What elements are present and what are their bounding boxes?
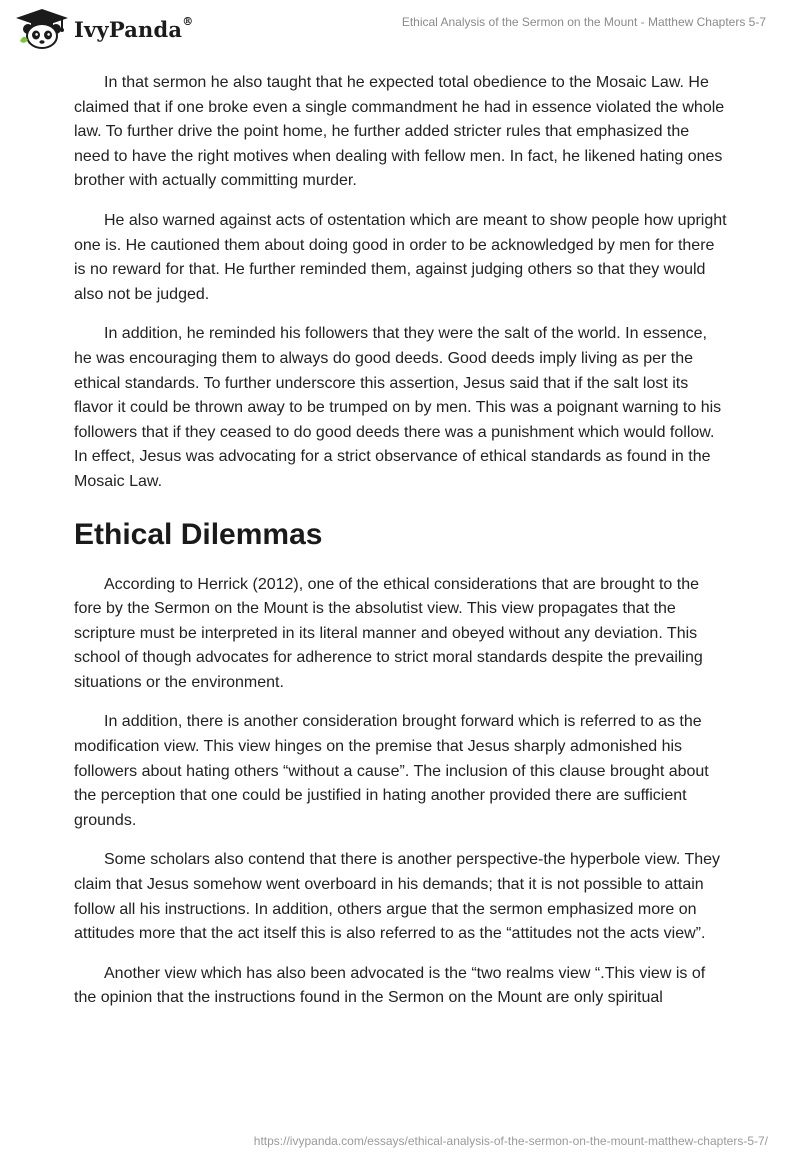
paragraph-modification-view: In addition, there is another consideration brought forward which is referred to as the modification view. This view hinges on the premise that Jesus sharply admonished his followers about hating others “without a cause”. The inclusion of this clause brought about the perception that one could be justified in hating another provided there are sufficient grounds. bbox=[74, 713, 709, 829]
logo-wordmark bbox=[74, 14, 194, 42]
paragraph-hyperbole-view: Some scholars also contend that there is another perspective-the hyperbole view. They claim that Jesus somehow went overboard in his demands; that it is not possible to attain follow all his instructions. In addition, others argue that the sermon emphasized more on attitudes more that the act itself this is also referred to as the “attitudes not the acts view”. bbox=[74, 851, 721, 943]
essay-body bbox=[74, 71, 728, 1026]
page-header bbox=[0, 0, 800, 70]
panda-graduate-icon bbox=[14, 7, 70, 49]
paragraph-ostentation: He also warned against acts of ostentation which are meant to show people how upright one is. He cautioned them about doing good in order to be acknowledged by men for there is no reward for that. He further reminded them, against judging others so that they would also not be judged. bbox=[74, 211, 727, 303]
paragraph-mosaic-law: In that sermon he also taught that he expected total obedience to the Mosaic Law. He claimed that if one broke even a single commandment he had in essence violated the whole law. To further drive the point home, he further added stricter rules that emphasized the need to have the right motives when dealing with fellow men. In fact, he likened hating ones brother with actually committing murder. bbox=[74, 74, 725, 190]
paragraph-absolutist-view: According to Herrick (2012), one of the ethical considerations that are brought to the fore by the Sermon on the Mount is the absolutist view. This view propagates that the scripture must be interpreted in its literal manner and obeyed without any deviation. This school of though advocates for adherence to strict moral standards despite the prevailing situations or the environment. bbox=[74, 575, 703, 691]
document-title: Ethical Analysis of the Sermon on the Mount - Matthew Chapters 5-7 bbox=[401, 15, 766, 29]
ivypanda-logo[interactable] bbox=[14, 7, 193, 49]
logo-registered-mark: ® bbox=[182, 14, 194, 28]
source-url[interactable]: https://ivypanda.com/essays/ethical-analysis-of-the-sermon-on-the-mount-matthew-chapters-5-7/ bbox=[253, 1134, 768, 1148]
section-heading: Ethical Dilemmas bbox=[74, 517, 323, 551]
paragraph-two-realms-view: Another view which has also been advocated is the “two realms view “.This view is of the opinion that the instructions found in the Sermon on the Mount are only spiritual bbox=[74, 964, 706, 1007]
logo-text: IvyPanda bbox=[74, 16, 183, 42]
paragraph-salt-of-world: In addition, he reminded his followers that they were the salt of the world. In essence, he was encouraging them to always do good deeds. Good deeds imply living as per the ethical standards. To further underscore this assertion, Jesus said that if the salt lost its flavor it could be thrown away to be trumped on by men. This was a poignant warning to his followers that if they ceased to do good deeds there was a punishment which would follow. In effect, Jesus was advocating for a strict observance of ethical standards as found in the Mosaic Law. bbox=[74, 325, 722, 490]
